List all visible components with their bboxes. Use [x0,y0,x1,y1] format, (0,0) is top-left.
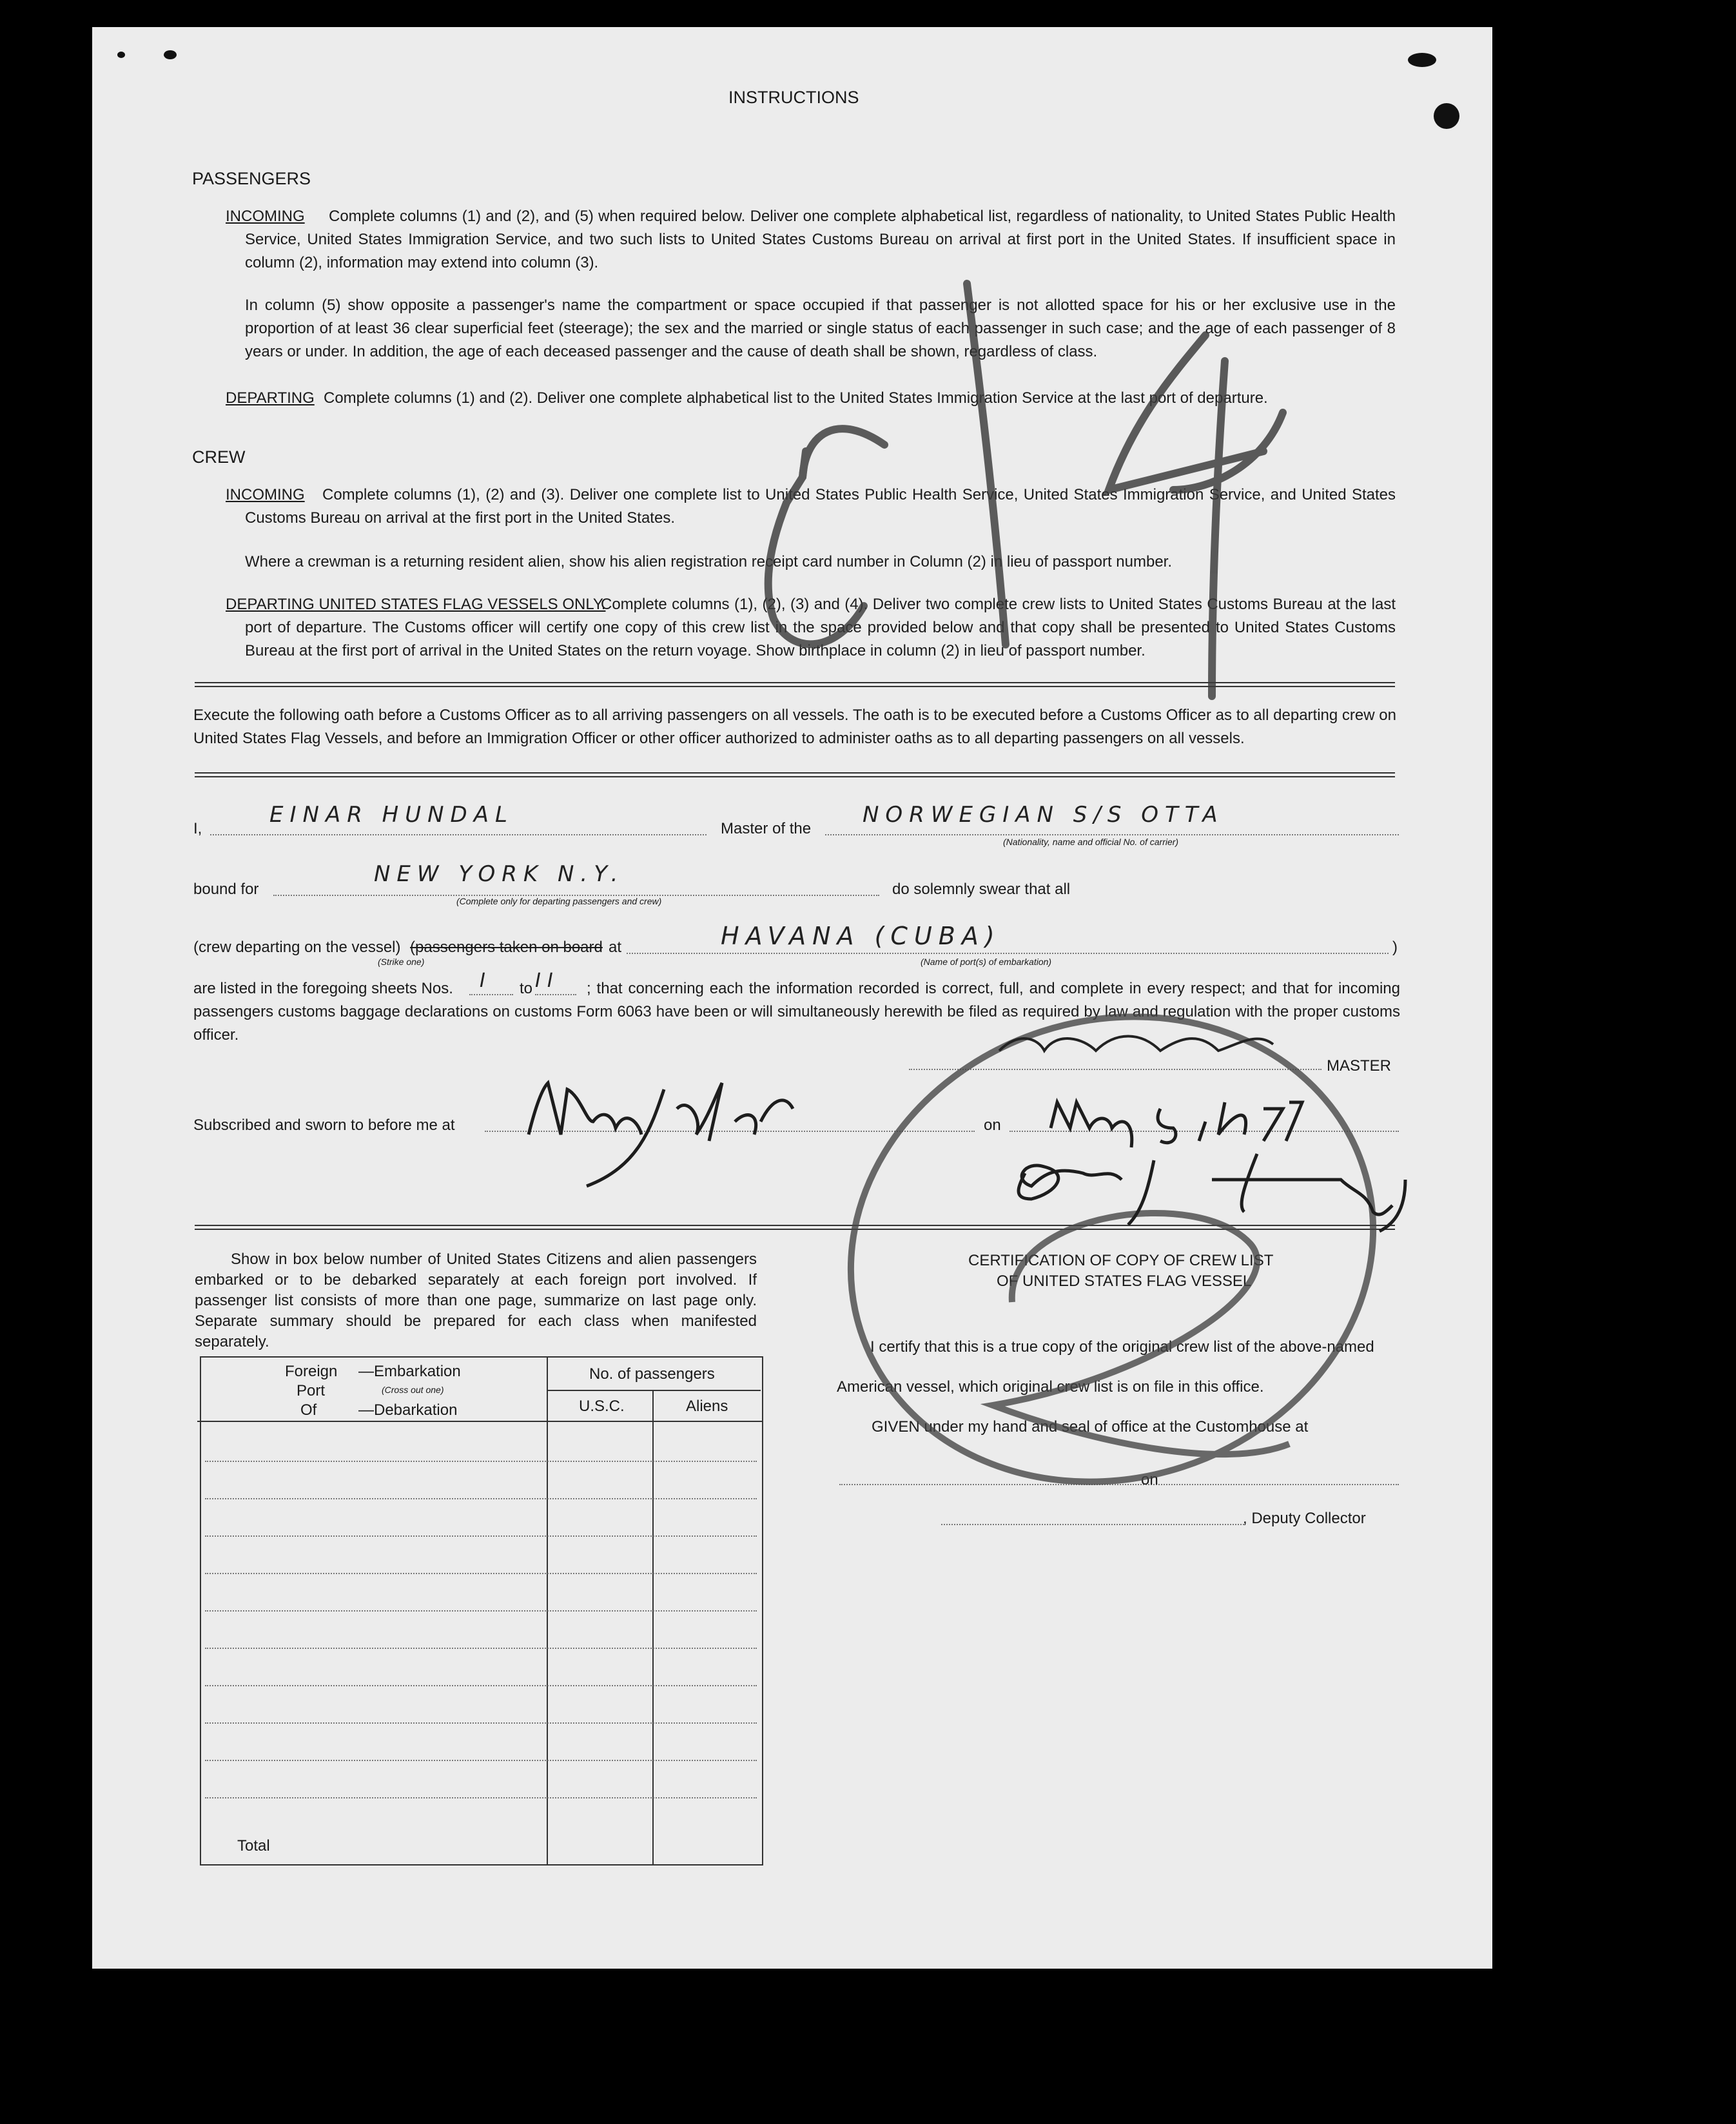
master-signature [999,1037,1273,1051]
crew-incoming-text: Complete columns (1), (2) and (3). Deliver one complete list to United States Public Health Service, United States Immigration Service, and United States Customs Bureau on arrival at the first port in the United States. [245,486,1396,527]
page-number-annotation [768,284,1283,696]
certification-title-2: OF UNITED STATES FLAG VESSEL [997,1272,1252,1290]
certification-given: GIVEN under my hand and seal of office at the Customhouse at [872,1418,1309,1436]
table-col-foreign: Foreign [285,1363,338,1380]
deputy-collector-label: , Deputy Collector [1243,1510,1366,1527]
passengers-departing-text: Complete columns (1) and (2). Deliver one complete alphabetical list to the United States Immigration Service at the last port of departure. [324,389,1268,407]
destination: NEW YORK N.Y. [374,861,625,887]
master-of-label: Master of the [721,820,812,837]
listed-pre: are listed in the foregoing sheets Nos. [193,980,453,997]
sworn-place-signature [529,1083,793,1186]
passengers-incoming-text: Complete columns (1) and (2), and (5) when required below. Deliver one complete alphabetical list, regardless of nationality, to United States Public Health Service, United States Immigration Service, and two such lists to United States Customs Bureau on arrival at first port in the United States. If insufficient space in column (2), information may extend into column (3). [245,208,1396,271]
crew-departing-text: Complete columns (1), (2), (3) and (4). Deliver two complete crew lists to United States Customs Bureau at the last port of departure. The Customs officer will certify one copy of this crew list in the space provided below and that copy shall be presented to United States Customs Bureau at the first port of arrival in the United States on the return voyage. Show birthplace in column (2) in lieu of passport number. [245,596,1396,659]
table-debarkation: —Debarkation [358,1401,458,1419]
crew-resident-text: Where a crewman is a returning resident alien, show his alien registration receipt card number in Column (2) in lieu of passport number. [245,553,1173,570]
sworn-date-handwriting [1051,1102,1302,1147]
at-label: at [609,939,622,956]
crew-departing-option: (crew departing on the vessel) [193,939,401,956]
ink-blot [1434,103,1459,129]
ink-blot [1408,53,1436,67]
table-cross-out: (Cross out one) [382,1385,444,1395]
strike-caption: (Strike one) [378,957,425,967]
certification-text-1: I certify that this is a true copy of the original crew list of the above-named [870,1338,1374,1356]
passengers-heading: PASSENGERS [192,169,311,188]
sheet-to: II [535,969,560,992]
passengers-option-struck: (passengers taken on board [410,939,603,956]
passengers-column5-text: In column (5) show opposite a passenger's name the compartment or space occupied if that passenger is not allotted space for his or her exclusive use in the proportion of at least 36 clear superficial feet (steerage); the sex and the married or single status of each passenger in such case; and the age of each passenger of 8 years or under. In addition, the age of each deceased passenger and the cause of death shall be shown, regardless of class. [245,297,1396,360]
certification-title-1: CERTIFICATION OF COPY OF CREW LIST [968,1252,1274,1269]
summary-note: Show in box below number of United States Citizens and alien passengers embarked or to be debarked separately at each foreign port involved. If passenger list consists of more than one page, summarize on last page only. Separate summary should be prepared for each class when manifested separately. [195,1251,757,1350]
table-col-of: Of [300,1401,317,1419]
subscribed-label: Subscribed and sworn to before me at [193,1116,455,1134]
ink-blot [164,50,177,59]
passengers-departing-label: DEPARTING [226,389,315,407]
crew-heading: CREW [192,447,246,467]
oath-i-label: I, [193,820,202,837]
master-label: MASTER [1327,1057,1392,1075]
sworn-on-label: on [984,1116,1001,1134]
table-group-header: No. of passengers [589,1365,715,1383]
sheet-from: I [480,969,492,992]
certification-text-2: American vessel, which original crew list is on file in this office. [837,1378,1264,1396]
listed-post: ; that concerning each the information recorded is correct, full, and complete in every respect; and that for incoming passengers customs baggage declarations on customs Form 6063 have been or will simultaneously herewith be filed as required by law and regulation with the proper customs officer. [193,980,1400,1044]
crew-incoming-label: INCOMING [226,486,305,503]
embarkation-port: HAVANA (CUBA) [721,922,1001,950]
page-title: INSTRUCTIONS [728,88,859,107]
master-name: EINAR HUNDAL [269,802,514,828]
crew-departing-label: DEPARTING UNITED STATES FLAG VESSELS ONLY. [226,596,606,613]
oath-intro: Execute the following oath before a Customs Officer as to all arriving passengers on all vessels. The oath is to be executed before a Customs Officer as to all departing crew on United States Flag Vessels, and before an Immigration Officer or other officer authorized to administer oaths as to all departing passengers on all vessels. [193,706,1396,747]
port-caption: (Name of port(s) of embarkation) [921,957,1052,967]
vessel-caption: (Nationality, name and official No. of carrier) [1003,837,1179,847]
table-usc-header: U.S.C. [579,1398,625,1415]
bound-for-label: bound for [193,881,259,898]
table-total-label: Total [237,1837,270,1855]
close-paren: ) [1392,939,1398,956]
ink-blot [117,52,125,58]
vessel-name: NORWEGIAN S/S OTTA [863,802,1224,828]
swear-label: do solemnly swear that all [892,881,1071,898]
table-col-port: Port [297,1382,326,1399]
table-aliens-header: Aliens [686,1398,728,1415]
table-embarkation: —Embarkation [358,1363,461,1380]
passengers-incoming-label: INCOMING [226,208,305,225]
to-label: to [520,980,533,997]
destination-caption: (Complete only for departing passengers and crew) [456,896,662,906]
certification-on-label: on [1141,1471,1158,1488]
